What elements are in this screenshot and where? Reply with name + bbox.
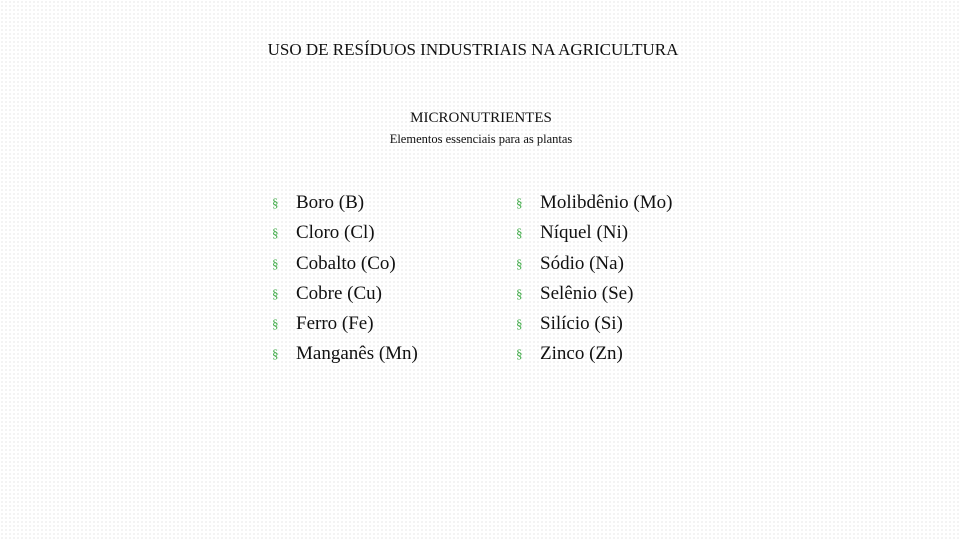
- list-item-label: Cobre (Cu): [296, 282, 383, 304]
- list-item-label: Ferro (Fe): [296, 313, 374, 335]
- bullet-icon: §: [272, 225, 279, 241]
- bullet-icon: §: [516, 316, 523, 332]
- list-item-label: Selênio (Se): [540, 282, 634, 304]
- list-item: [516, 309, 672, 339]
- list-item: [272, 279, 418, 309]
- list-item-label: Boro (B): [296, 192, 365, 213]
- bullet-icon: §: [272, 346, 279, 362]
- list-item-label: Zinco (Zn): [540, 343, 623, 365]
- bullet-icon: §: [516, 255, 523, 271]
- slide-title: USO DE RESÍDUOS INDUSTRIAIS NA AGRICULTURA: [267, 40, 679, 59]
- section-heading: MICRONUTRIENTES: [410, 110, 552, 126]
- bullet-icon: §: [272, 195, 279, 210]
- list-item: [516, 279, 672, 309]
- list-item: [516, 218, 672, 248]
- left-element-list: [272, 188, 418, 370]
- list-item-label: Silício (Si): [540, 313, 623, 335]
- list-item: [272, 339, 418, 369]
- list-item: [272, 249, 418, 279]
- bullet-icon: §: [516, 346, 523, 362]
- section-subtitle: Elementos essenciais para as plantas: [389, 132, 573, 146]
- bullet-icon: §: [272, 285, 279, 301]
- list-item-label: Manganês (Mn): [296, 343, 418, 365]
- list-item-label: Sódio (Na): [540, 252, 624, 274]
- bullet-icon: §: [516, 225, 523, 241]
- list-item: [516, 249, 672, 279]
- bullet-icon: §: [272, 255, 279, 271]
- list-item-label: Cobalto (Co): [296, 252, 396, 274]
- bullet-icon: §: [516, 285, 523, 301]
- bullet-icon: §: [516, 195, 523, 210]
- list-item: [272, 218, 418, 248]
- list-item-label: Molibdênio (Mo): [540, 192, 673, 213]
- right-element-list: [516, 188, 672, 370]
- list-item: [272, 309, 418, 339]
- list-item: [272, 188, 418, 218]
- list-item: [516, 188, 672, 218]
- bullet-icon: §: [272, 316, 279, 332]
- list-item: [516, 339, 672, 369]
- list-item-label: Cloro (Cl): [296, 222, 375, 244]
- list-item-label: Níquel (Ni): [540, 222, 629, 244]
